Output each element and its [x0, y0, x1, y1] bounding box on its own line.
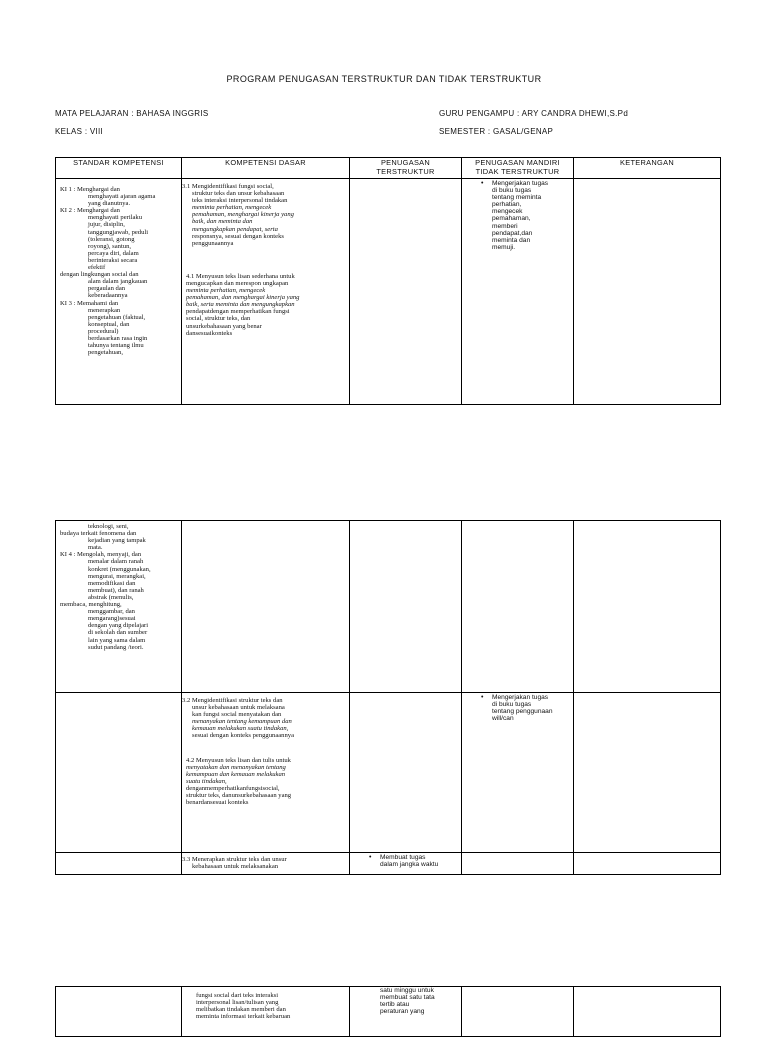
kd-line: kebahasaan untuk melaksanakan: [192, 863, 279, 871]
kd-line: social, struktur teks, dan: [186, 315, 251, 323]
cell-standar-kompetensi: [56, 179, 182, 405]
cell-keterangan: [574, 521, 721, 693]
sk-line: memodifikasi dan: [88, 579, 136, 587]
cell-keterangan: [574, 853, 721, 875]
kd-line: mengucapkan dan merespon ungkapan: [186, 279, 289, 287]
table-header-row: [56, 158, 721, 179]
kd-line: interpersonal lisan/tulisan yang: [196, 999, 279, 1007]
sk-line: KI 2 : Menghargai dan: [60, 207, 120, 215]
page-title: PROGRAM PENUGASAN TERSTRUKTUR DAN TIDAK TERSTRUKTUR: [226, 74, 542, 84]
pm-line: tentang penggunaan: [492, 708, 553, 716]
sk-line: mengurai, merangkai,: [88, 572, 146, 580]
kd-line: pendapatdengan memperhatikan fungsi: [186, 308, 290, 316]
sk-line: procedural): [88, 327, 119, 335]
pm-line: meminta dan: [492, 236, 531, 244]
sk-line: budaya terkait fenomena dan: [60, 530, 137, 538]
cell-penugasan-mandiri: [462, 853, 574, 875]
kd-line: 3.3 Menerapkan struktur teks dan unsur: [182, 856, 287, 863]
pm-line: Mengerjakan tugas: [492, 180, 549, 187]
sk-line: pengetahuan,: [88, 349, 123, 357]
kd-line: baik, serta meminta dan mengungkapkan: [186, 301, 295, 309]
sk-line: mata.: [88, 544, 103, 552]
kd-line: struktur teks dan unsur kebahasaan: [192, 190, 285, 198]
semester: SEMESTER : GASAL/GENAP: [439, 127, 554, 136]
kd-line: unsurkebahasaan yang benar: [186, 322, 262, 330]
kd-line: mengungkapkan pendapat, serta: [192, 225, 278, 233]
sk-line: KI 4 : Mengolah, menyaji, dan: [60, 551, 142, 559]
pm-line: memuji.: [492, 243, 516, 251]
sk-line: menerapkan: [88, 306, 121, 314]
kd-line: fungsi social dari teks interaksi: [196, 992, 279, 999]
kd-line: benardansesuai konteks: [186, 799, 249, 807]
sk-line: menghayati ajaran agama: [88, 193, 156, 201]
cell-standar-kompetensi: [56, 987, 182, 1037]
sk-line: jujur, disiplin,: [88, 221, 125, 229]
assignment-table-3: [55, 986, 721, 1037]
sk-line: dengan lingkungan social dan: [60, 271, 139, 279]
cell-penugasan-terstruktur: [350, 179, 462, 405]
col-keterangan: KETERANGAN: [574, 158, 721, 179]
sk-line: tahunya tentang ilmu: [88, 342, 144, 350]
cell-standar-kompetensi: [56, 853, 182, 875]
kd-line: meminta informasi terkait kebaruan: [196, 1013, 291, 1021]
kd-line: meminta perhatian, mengecek: [192, 204, 272, 212]
sk-line: di sekolah dan sumber: [88, 629, 148, 637]
kd-line: kan fungsi social menyatakan dan: [192, 711, 282, 719]
kd-line: baik, dan meminta dan: [192, 218, 253, 226]
kd-line: denganmemperhatikanfungsisocial,: [186, 784, 280, 792]
cell-penugasan-terstruktur: [350, 693, 462, 853]
kd-line: menanyakan tentang kemampuan dan: [192, 718, 292, 726]
sk-line: pergaulan dan: [88, 285, 126, 293]
kd-text: [182, 987, 349, 1020]
col-kompetensi-dasar: KOMPETENSI DASAR: [182, 158, 350, 179]
col-pm-line-1: PENUGASAN MANDIRI: [475, 158, 560, 167]
pt-line: tertib atau: [380, 1001, 410, 1009]
col-pm-line-2: TIDAK TERSTRUKTUR: [475, 166, 560, 176]
kd-line: suatu tindakan,: [186, 777, 227, 785]
kd-line: sesuai dengan konteks penggunaannya: [192, 732, 294, 740]
cell-kompetensi-dasar: [182, 521, 350, 693]
kd-line: melibatkan tindakan memberi dan: [196, 1006, 286, 1014]
pt-line: satu minggu untuk: [380, 987, 434, 994]
pm-line: will/can: [492, 715, 514, 723]
pm-line: di buku tugas: [492, 701, 532, 709]
bullet-icon: •: [481, 180, 484, 187]
kd-line: kemampuan dan kemauan melakukan: [186, 770, 286, 778]
sk-line: kejadian yang tampak: [88, 537, 146, 545]
sk-line: KI 3 : Memahami dan: [60, 299, 119, 307]
kd-text: [182, 853, 349, 870]
sk-line: abstrak (menulis,: [88, 593, 134, 601]
pm-line: mengecek: [492, 208, 523, 216]
col-pt-line-1: PENUGASAN: [380, 158, 431, 167]
kd-line: pemahaman, menghargai kinerja yang: [192, 211, 294, 219]
pt-bullet-item: [350, 853, 461, 868]
col-penugasan-terstruktur: [350, 158, 462, 179]
pt-line: membuat satu tata: [380, 994, 435, 1002]
sk-line: percaya diri, dalam: [88, 249, 139, 257]
table-row: [56, 853, 721, 875]
sk-line: konseptual, dan: [88, 320, 130, 328]
sk-line: KI 1 : Menghargai dan: [60, 186, 120, 193]
kd-text-2: [182, 247, 349, 337]
col-pt-line-2: TERSTRUKTUR: [376, 166, 435, 176]
bullet-icon: •: [369, 854, 372, 861]
kd-line: dansesuaikonteks: [186, 329, 233, 337]
cell-penugasan-mandiri: [462, 987, 574, 1037]
kd-text: [182, 693, 349, 740]
kd-line: pemahaman, dan menghargai kinerja yang: [186, 294, 300, 302]
cell-penugasan-terstruktur: [350, 521, 462, 693]
table-row: [56, 179, 721, 405]
cell-keterangan: [574, 179, 721, 405]
kd-line: 3.2 Mengidentifikasi struktur teks dan: [182, 697, 283, 704]
table-row: [56, 987, 721, 1037]
sk-text: [56, 179, 181, 356]
pt-text: [350, 987, 461, 1015]
sk-line: berdasarkan rasa ingin: [88, 334, 148, 342]
sk-line: lain yang sama dalam: [88, 636, 146, 644]
kd-line: menyatakan dan menanyakan tentang: [186, 763, 286, 771]
cell-kompetensi-dasar: [182, 853, 350, 875]
pt-line: Membuat tugas: [380, 854, 426, 861]
sk-line: dengan yang dipelajari: [88, 622, 149, 630]
pt-line: peraturan yang: [380, 1008, 425, 1016]
col-penugasan-mandiri: [462, 158, 574, 179]
kd-line: 3.1 Mengidentifikasi fungsi social,: [182, 183, 274, 190]
table-row: [56, 693, 721, 853]
table-row: [56, 521, 721, 693]
cell-keterangan: [574, 987, 721, 1037]
kd-line: responsnya, sesuai dengan konteks: [192, 232, 284, 240]
pm-line: memberi: [492, 222, 518, 230]
pm-line: di buku tugas: [492, 187, 532, 195]
cell-keterangan: [574, 693, 721, 853]
cell-penugasan-mandiri: [462, 179, 574, 405]
cell-kompetensi-dasar: [182, 179, 350, 405]
pt-line: dalam jangka waktu: [380, 861, 439, 869]
sk-line: tanggungjawab, peduli: [88, 228, 149, 236]
sk-line: menggambar, dan: [88, 608, 135, 616]
kd-line: unsur kebahasaan untuk melaksana: [192, 704, 285, 712]
cell-standar-kompetensi: [56, 521, 182, 693]
sk-line: berinteraksi secara: [88, 256, 138, 264]
kelas: KELAS : VIII: [55, 127, 104, 136]
sk-line: menghayati perilaku: [88, 214, 143, 222]
sk-line: membaca, menghitung,: [60, 601, 122, 609]
sk-line: menalar dalam ranah: [88, 558, 144, 566]
assignment-table-2: [55, 520, 721, 875]
pm-line: tentang meminta: [492, 194, 542, 202]
sk-line: konkret (menggunakan,: [88, 565, 151, 573]
pm-line: perhatian,: [492, 201, 522, 209]
kd-line: penggunaannya: [192, 239, 234, 247]
sk-line: sudut pandang /teori.: [88, 643, 144, 651]
sk-line: royong), santun,: [88, 242, 132, 250]
guru-pengampu: GURU PENGAMPU : ARY CANDRA DHEWI,S.Pd: [439, 109, 629, 118]
cell-penugasan-mandiri: [462, 521, 574, 693]
kd-line: 4.2 Menyusun teks lisan dan tulis untuk: [186, 756, 291, 764]
kd-line: teks interaksi interpersonal tindakan: [192, 197, 288, 205]
sk-line: keberadaannya: [88, 292, 128, 300]
cell-penugasan-mandiri: [462, 693, 574, 853]
assignment-table-1: [55, 157, 721, 405]
mata-pelajaran: MATA PELAJARAN : BAHASA INGGRIS: [55, 109, 209, 118]
sk-line: yang dianutnya.: [88, 200, 131, 208]
bullet-icon: •: [481, 694, 484, 701]
kd-text: [182, 179, 349, 247]
sk-line: teknologi, seni,: [88, 523, 129, 530]
cell-penugasan-terstruktur: [350, 987, 462, 1037]
sk-line: efektif: [88, 264, 106, 272]
kd-line: meminta perhatian, mengecek: [186, 287, 266, 295]
sk-line: alam dalam jangkauan: [88, 278, 148, 286]
pm-line: pendapat,dan: [492, 229, 533, 237]
sk-line: pengetahuan (faktual,: [88, 313, 146, 321]
sk-line: mengarang)sesuai: [88, 615, 136, 623]
cell-kompetensi-dasar: [182, 693, 350, 853]
cell-standar-kompetensi: [56, 693, 182, 853]
cell-kompetensi-dasar: [182, 987, 350, 1037]
kd-text-2: [182, 740, 349, 807]
kd-line: kemauan melakukan suatu tindakan,: [192, 725, 289, 733]
sk-line: membuat), dan ranah: [88, 586, 144, 594]
cell-penugasan-terstruktur: [350, 853, 462, 875]
kd-line: struktur teks, danunsurkebahasaan yang: [186, 792, 292, 800]
col-standar-kompetensi: STANDAR KOMPETENSI: [56, 158, 182, 179]
sk-line: (toleransi, gotong: [88, 235, 135, 243]
pm-bullet-item: [462, 693, 573, 722]
kd-line: 4.1 Menyusun teks lisan sederhana untuk: [186, 272, 295, 280]
pm-line: pemahaman,: [492, 215, 531, 223]
pm-bullet-item: [462, 179, 573, 251]
pm-line: Mengerjakan tugas: [492, 694, 549, 701]
sk-text: [56, 521, 181, 651]
